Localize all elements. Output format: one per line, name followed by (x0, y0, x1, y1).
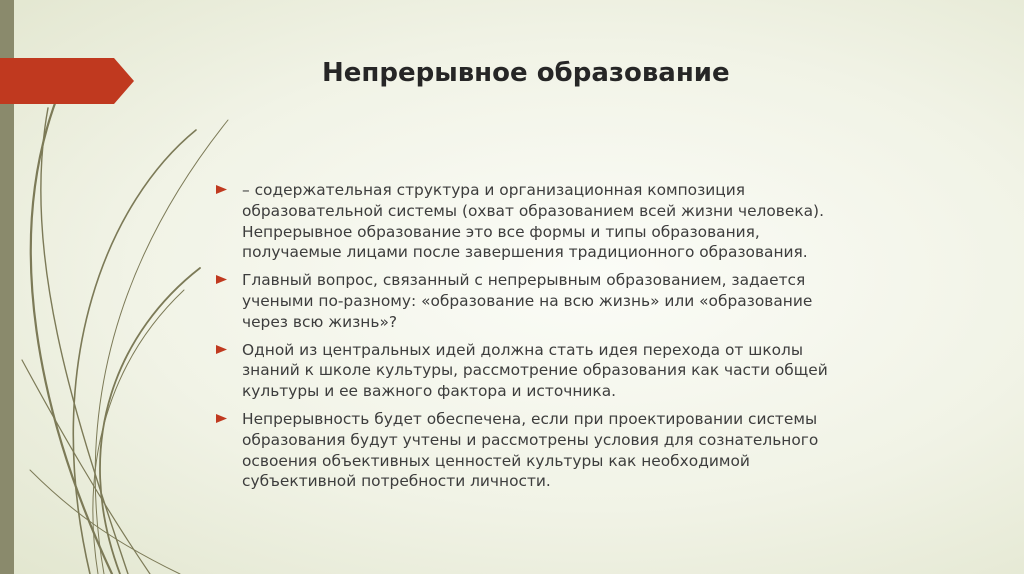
bullet-line: образовательной системы (охват образованием всей жизни человека). (242, 201, 824, 220)
triangle-bullet-icon (216, 185, 227, 194)
bullet-line: культуры и ее важного фактора и источника. (242, 382, 617, 401)
bullet-line: Непрерывное образование это все формы и типы образования, (242, 222, 760, 241)
bullet-line: знаний к школе культуры, рассмотрение образования как части общей (242, 361, 828, 380)
slide-title: Непрерывное образование (322, 58, 730, 88)
bullet-item (216, 180, 976, 263)
bullet-line: Непрерывность будет обеспечена, если при проектировании системы (242, 409, 818, 428)
bullet-line: освоения объективных ценностей культуры как необходимой (242, 451, 750, 470)
bullet-line: – содержательная структура и организационная композиция (242, 181, 745, 199)
bullet-line: через всю жизнь»? (242, 312, 398, 331)
title-accent-tab (0, 58, 134, 104)
bullet-item (216, 270, 976, 332)
bullet-line: получаемые лицами после завершения традиционного образования. (242, 243, 808, 262)
triangle-bullet-icon (216, 414, 227, 423)
bullet-line: Главный вопрос, связанный с непрерывным образованием, задается (242, 271, 806, 290)
bullet-list (216, 180, 976, 499)
bullet-line: Одной из центральных идей должна стать идея перехода от школы (242, 340, 804, 359)
triangle-bullet-icon (216, 345, 227, 354)
triangle-bullet-icon (216, 275, 227, 284)
bullet-item (216, 340, 976, 402)
bullet-line: учеными по-разному: «образование на всю жизнь» или «образование (242, 291, 813, 310)
bullet-line: образования будут учтены и рассмотрены условия для сознательного (242, 430, 819, 449)
bullet-line: субъективной потребности личности. (242, 472, 551, 491)
bullet-item (216, 409, 976, 492)
